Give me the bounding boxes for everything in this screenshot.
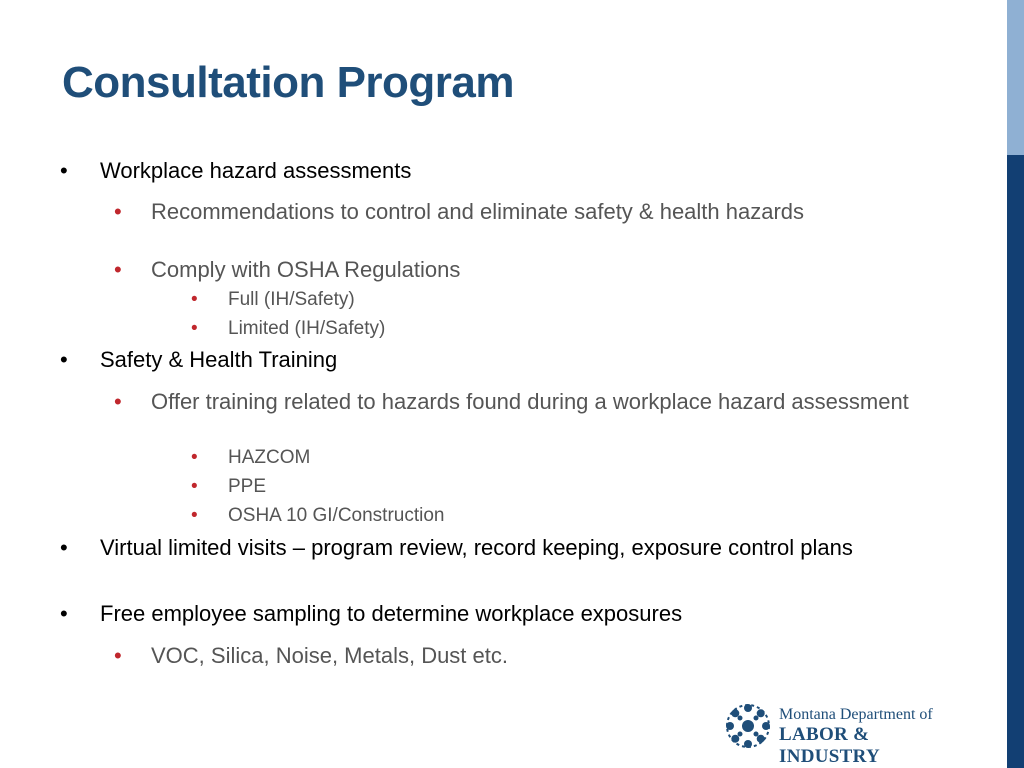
bullet-dot: •	[191, 505, 198, 526]
bullet-text: Full (IH/Safety)	[228, 289, 355, 310]
bullet-text: Safety & Health Training	[100, 347, 338, 372]
bullet-dot: •	[114, 389, 122, 414]
bullet-dot: •	[60, 535, 68, 560]
accent-bar-dark	[1007, 155, 1024, 768]
bullet-level3	[191, 318, 386, 340]
bullet-level2	[114, 257, 461, 283]
bullet-level3	[191, 505, 445, 527]
bullet-text: Virtual limited visits – program review, record keeping, exposure control plans	[100, 535, 853, 560]
bullet-dot: •	[191, 318, 198, 339]
bullet-level1	[60, 158, 412, 184]
bullet-level2	[114, 389, 911, 415]
bullet-dot: •	[60, 158, 68, 183]
bullet-level3	[191, 447, 311, 469]
bullet-level3	[191, 289, 355, 311]
bullet-level1	[60, 347, 338, 373]
bullet-dot: •	[114, 643, 122, 668]
logo-text-line1: Montana Department of	[779, 706, 933, 723]
bullet-text: Free employee sampling to determine workplace exposures	[100, 601, 683, 626]
bullet-dot: •	[114, 199, 122, 224]
dli-logo	[723, 700, 973, 767]
bullet-dot: •	[191, 447, 198, 468]
seal-icon	[723, 701, 773, 751]
bullet-text: Recommendations to control and eliminate safety & health hazards	[151, 199, 805, 224]
bullet-dot: •	[191, 476, 198, 497]
bullet-text: OSHA 10 GI/Construction	[228, 505, 445, 526]
bullet-level1	[60, 535, 860, 561]
bullet-text: PPE	[228, 476, 267, 497]
accent-bar-light	[1007, 0, 1024, 155]
bullet-text: HAZCOM	[228, 447, 311, 468]
bullet-text: Workplace hazard assessments	[100, 158, 412, 183]
bullet-dot: •	[60, 601, 68, 626]
bullet-text: Limited (IH/Safety)	[228, 318, 386, 339]
bullet-text: VOC, Silica, Noise, Metals, Dust etc.	[151, 643, 508, 668]
bullet-level2	[114, 199, 851, 225]
logo-text-line2: LABOR & INDUSTRY	[779, 724, 880, 767]
bullet-text: Offer training related to hazards found during a workplace hazard assessment	[151, 389, 909, 414]
slide-title: Consultation Program	[62, 58, 515, 107]
bullet-text: Comply with OSHA Regulations	[151, 257, 461, 282]
bullet-dot: •	[191, 289, 198, 310]
bullet-level1	[60, 601, 683, 627]
bullet-level3	[191, 476, 267, 498]
bullet-level2	[114, 643, 508, 669]
bullet-dot: •	[114, 257, 122, 282]
bullet-dot: •	[60, 347, 68, 372]
